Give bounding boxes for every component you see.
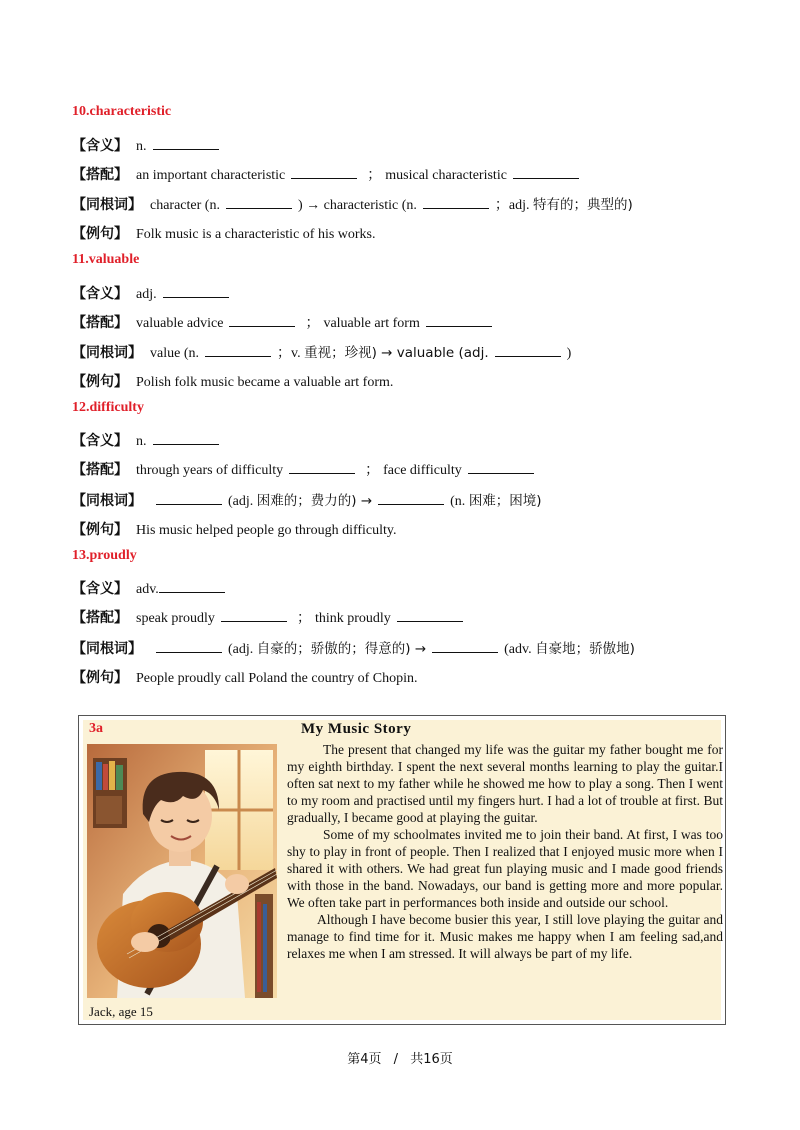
page-number: 第4页 bbox=[347, 1052, 382, 1067]
page-total: 共16页 bbox=[410, 1052, 453, 1067]
entry-title-valuable: 11.valuable bbox=[72, 252, 140, 267]
cognate-a: (adj. bbox=[228, 642, 254, 657]
meaning-tag: 【含义】 bbox=[72, 286, 128, 302]
collocation-row bbox=[72, 312, 498, 332]
answer-blank[interactable] bbox=[495, 355, 561, 357]
example-tag: 【例句】 bbox=[72, 670, 128, 686]
collocation-row bbox=[72, 164, 585, 184]
reading-panel bbox=[83, 720, 721, 1020]
story-paragraph: The present that changed my life was the guitar my father bought me for my eighth birthday. I spent the next several months learning to play the guitar.I often sat next to my father while he showed me how to play a song. Then I went to my room and practised until my fingers hurt. I had a lot of trouble at first. But gradually, I became good at playing the guitar. bbox=[287, 742, 723, 825]
page-footer bbox=[0, 1048, 800, 1067]
example-sentence: His music helped people go through difficulty. bbox=[136, 523, 397, 538]
cognate-c: ；adj. bbox=[494, 198, 530, 213]
cognate-a: (adj. bbox=[228, 494, 254, 509]
example-row bbox=[72, 519, 397, 539]
answer-blank[interactable] bbox=[513, 177, 579, 179]
cognate-c-zh: 特有的；典型的) bbox=[533, 197, 633, 213]
cognate-tag: 【同根词】 bbox=[72, 493, 142, 509]
cognate-row bbox=[72, 193, 633, 214]
example-row bbox=[72, 223, 376, 243]
meaning-row bbox=[72, 135, 225, 155]
example-tag: 【例句】 bbox=[72, 522, 128, 538]
answer-blank[interactable] bbox=[289, 472, 355, 474]
cognate-b: (adv. bbox=[504, 642, 532, 657]
collocation-tag: 【搭配】 bbox=[72, 167, 128, 183]
cognate-tag: 【同根词】 bbox=[72, 197, 142, 213]
cognate-b: (n. bbox=[450, 494, 466, 509]
story-paragraph: Some of my schoolmates invited me to join their band. At first, I was too shy to play in front of people. Then I realized that I enjoyed music more when I shared it with others. We had great fun playing music and I made good friends with those in the band. Nowadays, our band is getting more and more popular. We often take part in performances both inside and outside our school. bbox=[287, 827, 723, 910]
meaning-row bbox=[72, 430, 225, 450]
answer-blank[interactable] bbox=[397, 620, 463, 622]
collocation-tag: 【搭配】 bbox=[72, 610, 128, 626]
answer-blank[interactable] bbox=[153, 148, 219, 150]
example-row bbox=[72, 371, 393, 391]
entry-title-difficulty: 12.difficulty bbox=[72, 400, 144, 415]
meaning-pos: adj. bbox=[136, 287, 157, 302]
answer-blank[interactable] bbox=[205, 355, 271, 357]
reading-box bbox=[78, 715, 726, 1025]
collocation-1: valuable advice bbox=[136, 316, 224, 331]
answer-blank[interactable] bbox=[423, 207, 489, 209]
example-row bbox=[72, 667, 418, 687]
answer-blank[interactable] bbox=[426, 325, 492, 327]
collocation-row bbox=[72, 459, 540, 479]
cognate-a: value (n. bbox=[150, 346, 199, 361]
answer-blank[interactable] bbox=[221, 620, 287, 622]
entry-title-characteristic: 10.characteristic bbox=[72, 104, 172, 119]
cognate-b: ；v. bbox=[276, 346, 301, 361]
collocation-2: musical characteristic bbox=[385, 168, 507, 183]
page-separator: / bbox=[393, 1052, 399, 1067]
example-tag: 【例句】 bbox=[72, 226, 128, 242]
collocation-tag: 【搭配】 bbox=[72, 315, 128, 331]
story-title: My Music Story bbox=[301, 721, 412, 737]
cognate-b: ) → characteristic (n. bbox=[297, 198, 417, 213]
answer-blank[interactable] bbox=[163, 296, 229, 298]
answer-blank[interactable] bbox=[468, 472, 534, 474]
collocation-1: speak proudly bbox=[136, 611, 215, 626]
separator: ； bbox=[365, 462, 380, 478]
collocation-1: through years of difficulty bbox=[136, 463, 284, 478]
example-tag: 【例句】 bbox=[72, 374, 128, 390]
cognate-c: ) bbox=[566, 346, 572, 361]
separator: ； bbox=[296, 610, 311, 626]
answer-blank[interactable] bbox=[378, 503, 444, 505]
example-sentence: People proudly call Poland the country of Chopin. bbox=[136, 671, 418, 686]
collocation-2: face difficulty bbox=[383, 463, 462, 478]
cognate-a: character (n. bbox=[150, 198, 220, 213]
collocation-2: think proudly bbox=[314, 611, 391, 626]
section-label: 3a bbox=[89, 721, 103, 736]
cognate-row bbox=[72, 637, 635, 658]
cognate-b-zh: 重视；珍视) → valuable (adj. bbox=[304, 345, 489, 361]
separator: ； bbox=[367, 167, 382, 183]
answer-blank[interactable] bbox=[226, 207, 292, 209]
cognate-tag: 【同根词】 bbox=[72, 641, 142, 657]
collocation-tag: 【搭配】 bbox=[72, 462, 128, 478]
meaning-pos: n. bbox=[136, 434, 147, 449]
cognate-a-zh: 困难的；费力的) → bbox=[256, 493, 373, 509]
meaning-pos: n. bbox=[136, 139, 147, 154]
story-paragraph: Although I have become busier this year, I still love playing the guitar and manage to find time for it. Music makes me happy when I am feeling sad,and relaxes me when I am stressed. It will always be part of my life. bbox=[287, 912, 723, 961]
cognate-row bbox=[72, 341, 571, 362]
collocation-1: an important characteristic bbox=[136, 168, 286, 183]
cognate-b-zh: 困难；困境) bbox=[468, 493, 542, 509]
answer-blank[interactable] bbox=[229, 325, 295, 327]
cognate-a-zh: 自豪的；骄傲的；得意的) → bbox=[256, 641, 427, 657]
meaning-row bbox=[72, 578, 231, 598]
boy-playing-guitar-illustration bbox=[87, 744, 277, 998]
example-sentence: Folk music is a characteristic of his works. bbox=[136, 227, 376, 242]
example-sentence: Polish folk music became a valuable art form. bbox=[136, 375, 394, 390]
meaning-tag: 【含义】 bbox=[72, 433, 128, 449]
collocation-row bbox=[72, 607, 469, 627]
answer-blank[interactable] bbox=[156, 503, 222, 505]
meaning-tag: 【含义】 bbox=[72, 138, 128, 154]
cognate-tag: 【同根词】 bbox=[72, 345, 142, 361]
answer-blank[interactable] bbox=[432, 651, 498, 653]
separator: ； bbox=[305, 315, 320, 331]
entry-title-proudly: 13.proudly bbox=[72, 548, 137, 563]
story-author: Jack, age 15 bbox=[89, 1004, 153, 1019]
story-text bbox=[287, 741, 723, 962]
cognate-row bbox=[72, 489, 542, 510]
cognate-b-zh: 自豪地；骄傲地) bbox=[535, 641, 635, 657]
meaning-pos: adv. bbox=[136, 582, 159, 597]
meaning-tag: 【含义】 bbox=[72, 581, 128, 597]
answer-blank[interactable] bbox=[156, 651, 222, 653]
answer-blank[interactable] bbox=[291, 177, 357, 179]
answer-blank[interactable] bbox=[153, 443, 219, 445]
meaning-row bbox=[72, 283, 235, 303]
collocation-2: valuable art form bbox=[323, 316, 420, 331]
answer-blank[interactable] bbox=[159, 591, 225, 593]
